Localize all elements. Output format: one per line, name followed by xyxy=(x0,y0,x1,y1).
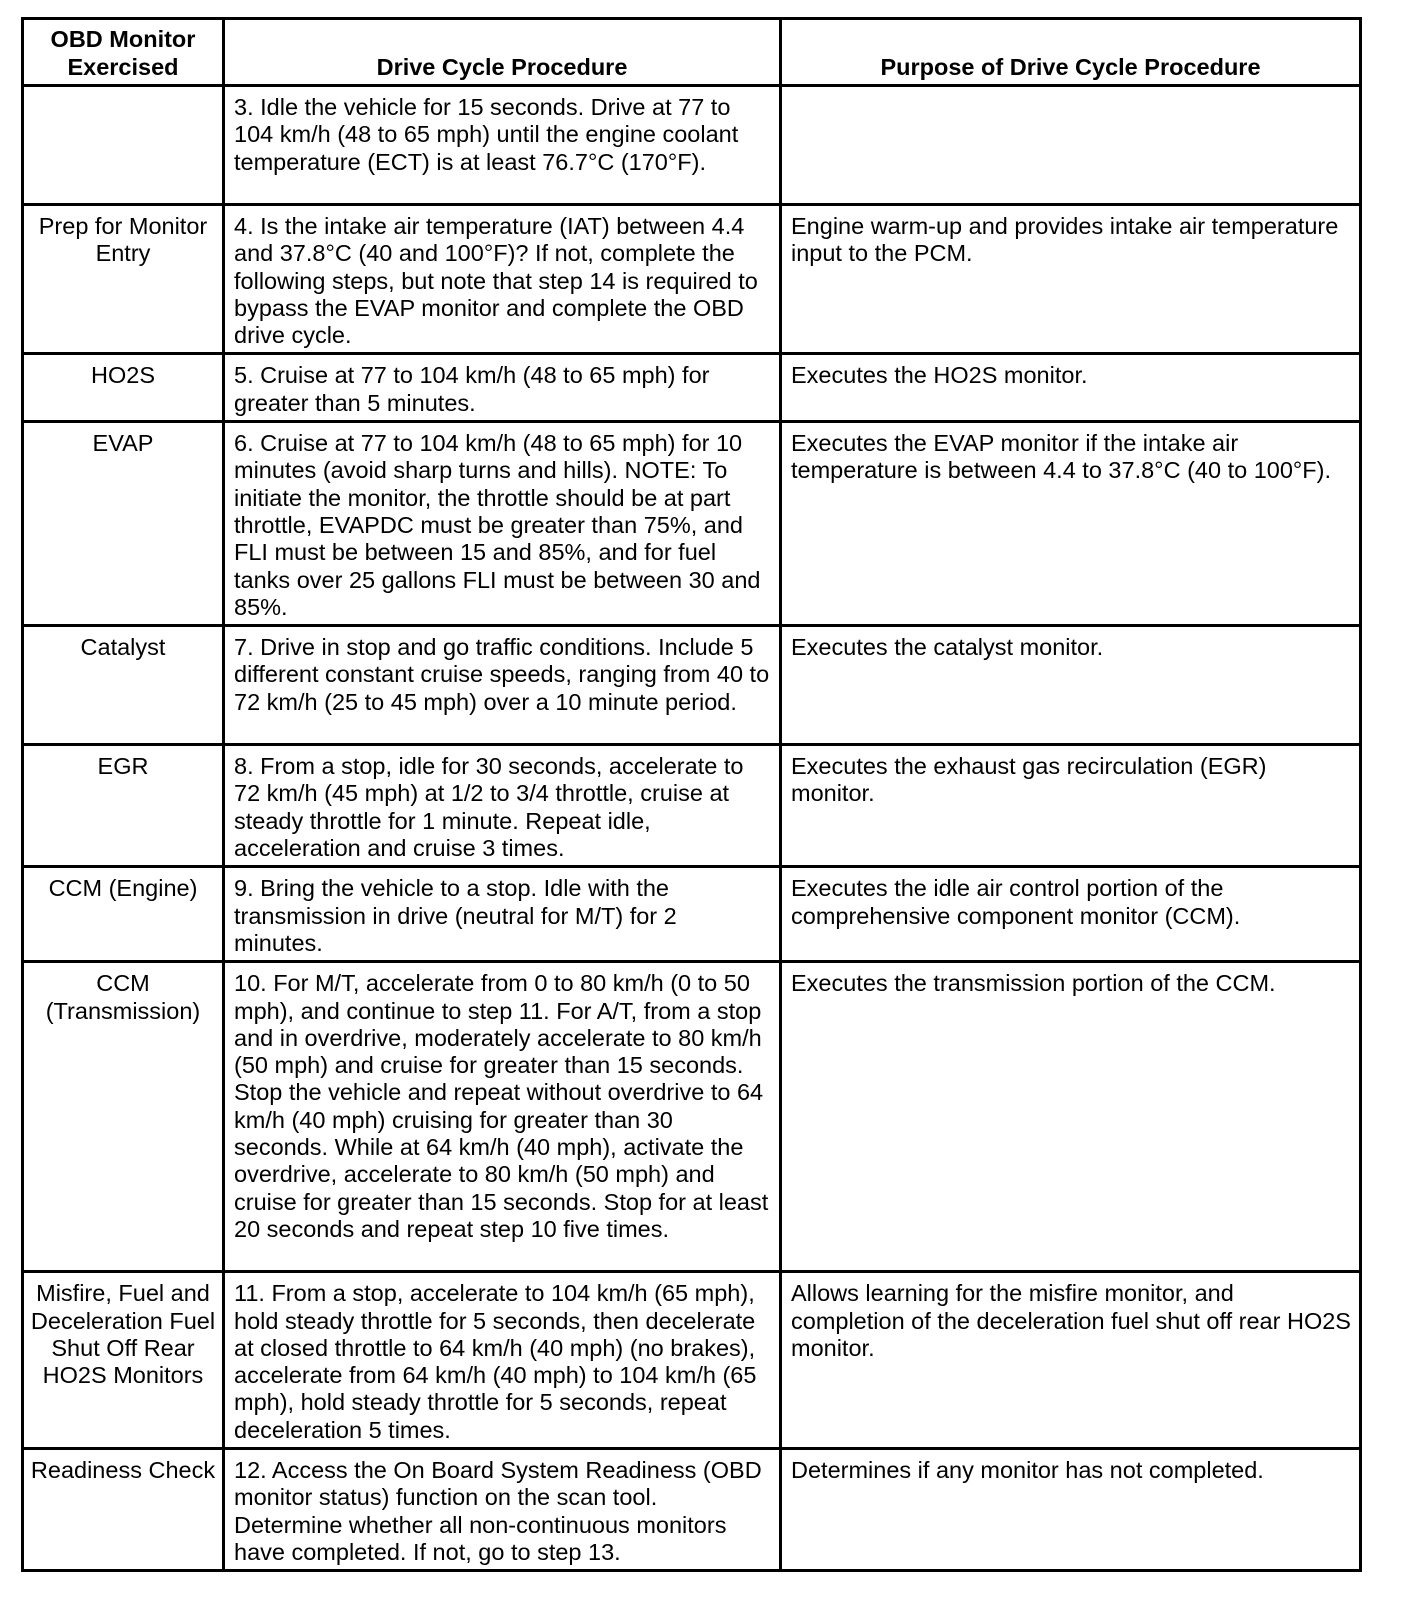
table-row xyxy=(23,205,1361,354)
procedure-cell: 7. Drive in stop and go traffic conditions. Include 5 different constant cruise speeds, ranging from 40 to 72 km/h (25 to 45 mph) over a 10 minute period. xyxy=(224,626,781,745)
procedure-cell: 9. Bring the vehicle to a stop. Idle with the transmission in drive (neutral for M/T) for 2 minutes. xyxy=(224,867,781,962)
purpose-cell: Allows learning for the misfire monitor, and completion of the deceleration fuel shut off rear HO2S monitor. xyxy=(781,1272,1361,1449)
monitor-cell: EVAP xyxy=(23,422,224,626)
procedure-cell: 12. Access the On Board System Readiness (OBD monitor status) function on the scan tool. Determine whether all non-continuous monitors have completed. If not, go to step 13. xyxy=(224,1449,781,1571)
procedure-cell: 3. Idle the vehicle for 15 seconds. Drive at 77 to 104 km/h (48 to 65 mph) until the engine coolant temperature (ECT) is at least 76.7°C (170°F). xyxy=(224,86,781,205)
table-row xyxy=(23,867,1361,962)
procedure-cell: 8. From a stop, idle for 30 seconds, accelerate to 72 km/h (45 mph) at 1/2 to 3/4 throttle, cruise at steady throttle for 1 minute. Repeat idle, acceleration and cruise 3 times. xyxy=(224,745,781,867)
table-row xyxy=(23,745,1361,867)
header-procedure: Drive Cycle Procedure xyxy=(224,19,781,86)
procedure-cell: 10. For M/T, accelerate from 0 to 80 km/h (0 to 50 mph), and continue to step 11. For A/T, from a stop and in overdrive, moderately accelerate to 80 km/h (50 mph) and cruise for greater than 15 seconds. Stop the vehicle and repeat without overdrive to 64 km/h (40 mph) cruising for greater than 30 seconds. While at 64 km/h (40 mph), activate the overdrive, accelerate to 80 km/h (50 mph) and cruise for greater than 15 seconds. Stop for at least 20 seconds and repeat step 10 five times. xyxy=(224,962,781,1272)
purpose-cell: Executes the HO2S monitor. xyxy=(781,354,1361,422)
monitor-cell: Misfire, Fuel and Deceleration Fuel Shut Off Rear HO2S Monitors xyxy=(23,1272,224,1449)
purpose-cell: Executes the transmission portion of the CCM. xyxy=(781,962,1361,1272)
header-monitor: OBD Monitor Exercised xyxy=(23,19,224,86)
monitor-cell: HO2S xyxy=(23,354,224,422)
table-row xyxy=(23,1272,1361,1449)
procedure-cell: 11. From a stop, accelerate to 104 km/h (65 mph), hold steady throttle for 5 seconds, then decelerate at closed throttle to 64 km/h (40 mph) (no brakes), accelerate from 64 km/h (40 mph) to 104 km/h (65 mph), hold steady throttle for 5 seconds, repeat deceleration 5 times. xyxy=(224,1272,781,1449)
monitor-cell: Prep for Monitor Entry xyxy=(23,205,224,354)
monitor-cell: EGR xyxy=(23,745,224,867)
purpose-cell: Executes the exhaust gas recirculation (EGR) monitor. xyxy=(781,745,1361,867)
monitor-cell: CCM (Engine) xyxy=(23,867,224,962)
procedure-cell: 5. Cruise at 77 to 104 km/h (48 to 65 mph) for greater than 5 minutes. xyxy=(224,354,781,422)
header-purpose: Purpose of Drive Cycle Procedure xyxy=(781,19,1361,86)
purpose-cell: Executes the EVAP monitor if the intake air temperature is between 4.4 to 37.8°C (40 to 100°F). xyxy=(781,422,1361,626)
monitor-cell: Readiness Check xyxy=(23,1449,224,1571)
header-row xyxy=(23,19,1361,86)
monitor-cell: CCM (Transmission) xyxy=(23,962,224,1272)
monitor-cell: Catalyst xyxy=(23,626,224,745)
purpose-cell xyxy=(781,86,1361,205)
purpose-cell: Executes the idle air control portion of the comprehensive component monitor (CCM). xyxy=(781,867,1361,962)
monitor-cell xyxy=(23,86,224,205)
drive-cycle-table xyxy=(21,17,1362,1572)
table-row xyxy=(23,1449,1361,1571)
procedure-cell: 6. Cruise at 77 to 104 km/h (48 to 65 mph) for 10 minutes (avoid sharp turns and hills). NOTE: To initiate the monitor, the throttle should be at part throttle, EVAPDC must be greater than 75%, and FLI must be between 15 and 85%, and for fuel tanks over 25 gallons FLI must be between 30 and 85%. xyxy=(224,422,781,626)
purpose-cell: Executes the catalyst monitor. xyxy=(781,626,1361,745)
table-row xyxy=(23,962,1361,1272)
table-row xyxy=(23,354,1361,422)
table-row xyxy=(23,86,1361,205)
purpose-cell: Engine warm-up and provides intake air temperature input to the PCM. xyxy=(781,205,1361,354)
purpose-cell: Determines if any monitor has not completed. xyxy=(781,1449,1361,1571)
procedure-cell: 4. Is the intake air temperature (IAT) between 4.4 and 37.8°C (40 and 100°F)? If not, complete the following steps, but note that step 14 is required to bypass the EVAP monitor and complete the OBD drive cycle. xyxy=(224,205,781,354)
table-row xyxy=(23,422,1361,626)
table-row xyxy=(23,626,1361,745)
